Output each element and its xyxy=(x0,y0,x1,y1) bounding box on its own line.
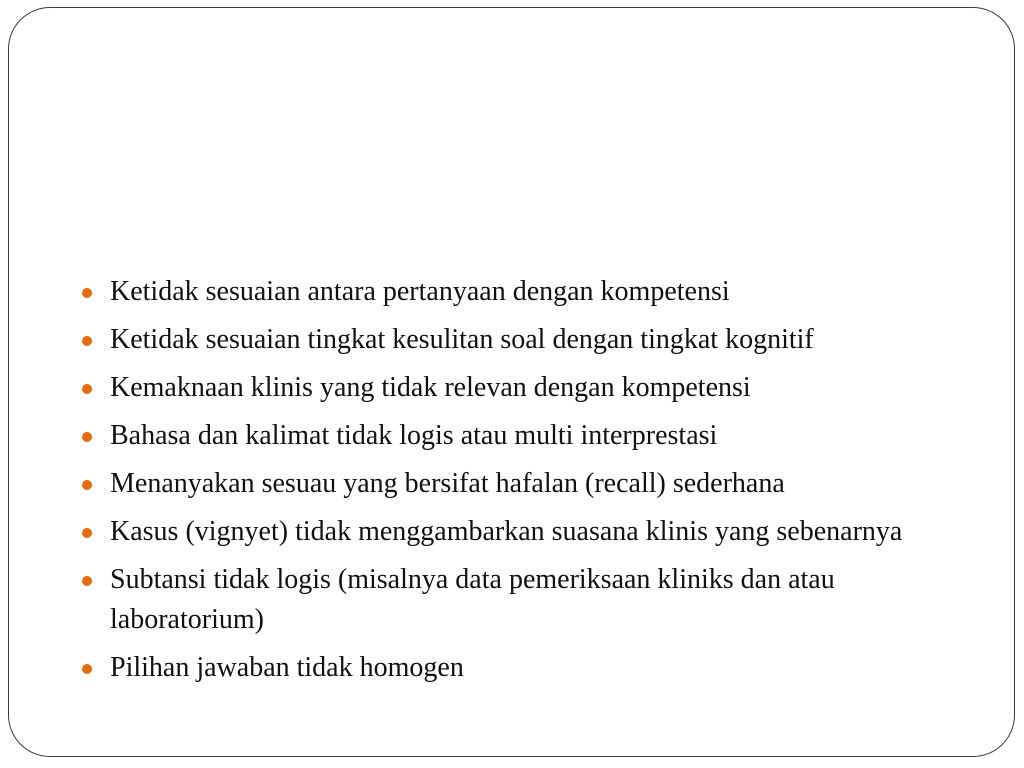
bullet-text: Subtansi tidak logis (misalnya data pemeriksaan kliniks dan atau laboratorium) xyxy=(110,564,835,635)
list-item xyxy=(79,272,979,312)
bullet-icon xyxy=(82,288,92,298)
bullet-text: Ketidak sesuaian antara pertanyaan dengan kompetensi xyxy=(110,276,730,307)
bullet-icon xyxy=(82,480,92,490)
bullet-icon xyxy=(82,576,92,586)
bullet-icon xyxy=(82,664,92,674)
list-item xyxy=(79,416,979,456)
bullet-text: Bahasa dan kalimat tidak logis atau multi interprestasi xyxy=(110,420,718,451)
list-item xyxy=(79,320,979,360)
list-item xyxy=(79,464,979,504)
bullet-icon xyxy=(82,384,92,394)
bullet-icon xyxy=(82,528,92,538)
bullet-list xyxy=(79,272,979,696)
slide-frame xyxy=(8,7,1015,757)
list-item xyxy=(79,560,979,640)
bullet-text: Pilihan jawaban tidak homogen xyxy=(110,652,464,683)
bullet-text: Menanyakan sesuau yang bersifat hafalan (recall) sederhana xyxy=(110,468,785,499)
bullet-text: Ketidak sesuaian tingkat kesulitan soal dengan tingkat kognitif xyxy=(110,324,814,355)
bullet-icon xyxy=(82,432,92,442)
bullet-text: Kasus (vignyet) tidak menggambarkan suasana klinis yang sebenarnya xyxy=(110,516,903,547)
list-item xyxy=(79,368,979,408)
list-item xyxy=(79,512,979,552)
bullet-icon xyxy=(82,336,92,346)
bullet-text: Kemaknaan klinis yang tidak relevan dengan kompetensi xyxy=(110,372,751,403)
list-item xyxy=(79,648,979,688)
